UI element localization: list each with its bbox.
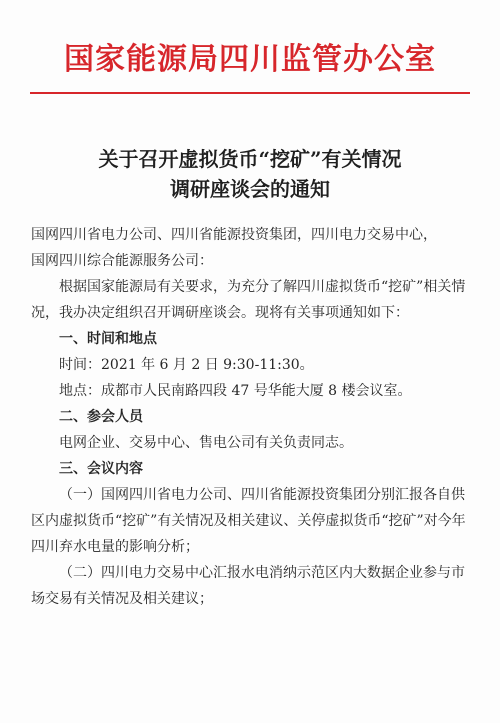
notice-body [31, 222, 471, 612]
intro-paragraph: 根据国家能源局有关要求，为充分了解四川虚拟货币“挖矿”相关情况，我办决定组织召开调研座谈会。现将有关事项通知如下： [31, 279, 466, 321]
notice-title-line-1: 关于召开虚拟货币“挖矿”有关情况 [98, 147, 402, 171]
section-content-heading: 三、会议内容 [59, 461, 143, 477]
notice-title [0, 144, 500, 204]
office-letterhead-title: 国家能源局四川监管办公室 [64, 42, 436, 77]
attendees-text: 电网企业、交易中心、售电公司有关负责同志。 [59, 435, 353, 451]
recipients-line-2: 国网四川综合能源服务公司： [31, 253, 213, 269]
letterhead-red-rule [30, 92, 470, 94]
notice-title-line-2: 调研座谈会的通知 [170, 177, 330, 201]
section-time-place-heading: 一、时间和地点 [59, 331, 157, 347]
content-item-2: （二）四川电力交易中心汇报水电消纳示范区内大数据企业参与市场交易有关情况及相关建议； [31, 565, 465, 607]
recipients-line-1: 国网四川省电力公司、四川省能源投资集团，四川电力交易中心， [31, 227, 437, 243]
meeting-place: 地点：成都市人民南路四段 47 号华能大厦 8 楼会议室。 [59, 383, 412, 399]
meeting-time: 时间：2021 年 6 月 2 日 9:30-11:30。 [59, 357, 314, 373]
content-item-1: （一）国网四川省电力公司、四川省能源投资集团分别汇报各自供区内虚拟货币“挖矿”有关情况及相关建议、关停虚拟货币“挖矿”对今年四川弃水电量的影响分析； [31, 487, 466, 555]
section-attendees-heading: 二、参会人员 [59, 409, 143, 425]
